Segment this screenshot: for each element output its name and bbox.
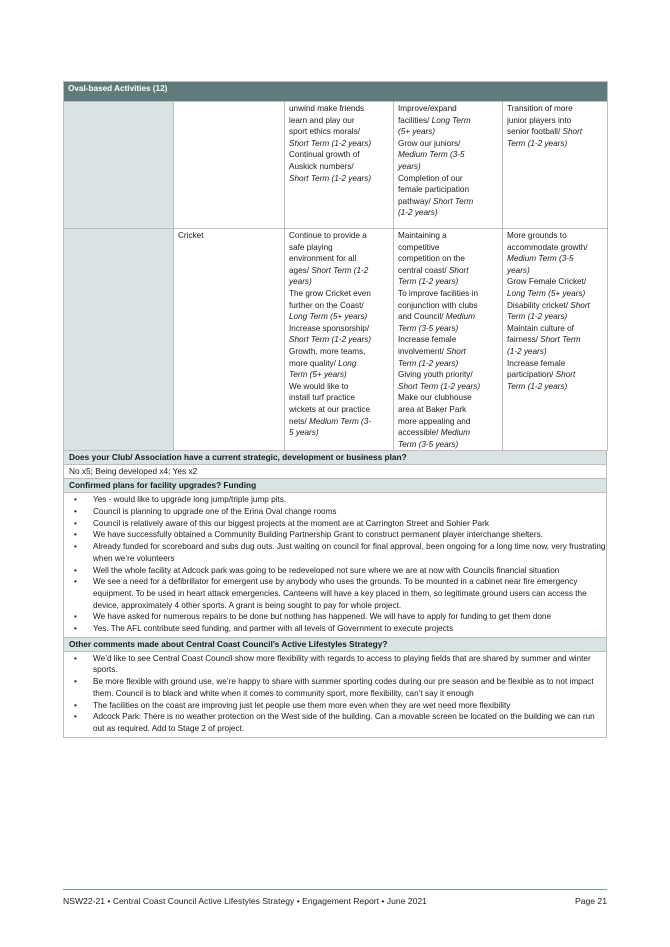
cell-line (507, 334, 603, 346)
cell-line (398, 439, 498, 451)
term-text: Long Term (5+ years) (289, 312, 368, 322)
cell-text: area at Baker Park (398, 404, 467, 414)
term-text: years) (507, 265, 530, 275)
term-text: 5 years) (289, 428, 319, 438)
bullet-icon: • (74, 506, 77, 516)
cell-text: competition on the (398, 254, 465, 264)
table-row (64, 229, 608, 451)
cell-line (507, 276, 603, 288)
cell-text: participation/ (507, 370, 556, 380)
cell-text: Maintaining a (398, 231, 447, 240)
list-item-text: Be more flexible with ground use, we’re happy to share with summer sporting codes during our pre season and be flexible as to not impact them. Council is to black and white when it comes to community sport, more flexibility, can’t say it enough (93, 677, 594, 698)
cell-line (398, 242, 498, 254)
cell-line (398, 138, 498, 150)
cell-text: accommodate growth/ (507, 242, 588, 252)
term-text: Short (555, 370, 576, 380)
bullet-icon: • (74, 612, 77, 622)
cell-text: wickets at our practice (289, 404, 370, 414)
cell-line (507, 126, 603, 138)
list-item-text: We see a need for a defibrillator for emergent use by anybody who uses the grounds. To be mounted in a cabinet near fire emergency equipment. To be used in heart attack emergencies. Canteens will have a key placed in them, so legitimate ground users can access the device, approximately 4 other sports. A grant is being sought to pay for whole project. (93, 577, 587, 610)
bullet-icon: • (74, 565, 77, 575)
bullet-icon: • (74, 495, 77, 505)
list-item-text: Yes - would like to upgrade long jump/triple jump pits. (93, 495, 287, 505)
cell-text: Disability cricket/ (507, 300, 571, 310)
cell-line (289, 369, 389, 381)
cell-line (289, 323, 389, 335)
cell-line (507, 381, 603, 393)
cell-text: Grow our juniors/ (398, 138, 461, 148)
term-text: (1-2 years) (507, 346, 547, 356)
cell-line (289, 392, 389, 404)
cell-line (289, 311, 389, 323)
bullet-icon: • (74, 700, 77, 710)
cell-line (507, 265, 603, 277)
cell-text: female participation (398, 185, 469, 195)
oval-activities-table (63, 81, 608, 451)
list-item-text: We’d like to see Central Coast Council show more flexibility with regards to access to playing fields that are shared by summer and winter sports. (93, 653, 591, 675)
cell-text: Continual growth of (289, 150, 360, 160)
list-item (64, 711, 606, 734)
cell-line (289, 253, 389, 265)
cell-line (289, 416, 389, 428)
cell-line (289, 161, 389, 173)
cell-line (398, 173, 498, 185)
cell-text: accessible/ (398, 428, 441, 438)
facility-upgrades-list (64, 494, 606, 634)
term-text: Medium Term (3-5 (398, 150, 465, 160)
cell-text: Grow Female Cricket/ (507, 277, 587, 287)
cell-line (507, 230, 603, 242)
cell-text: fairness/ (507, 335, 541, 345)
cell-line (289, 173, 389, 185)
list-item-text: Adcock Park: There is no weather protection on the West side of the building. Can a movable screen be located on the building we can run out as required. Add to Stage 2 of project. (93, 712, 595, 733)
term-text: Medium Term (3-5 (507, 254, 574, 264)
term-text: Medium Term (3- (309, 416, 372, 426)
cell-text: Increase sponsorship/ (289, 323, 370, 333)
cell-line (289, 103, 389, 115)
list-item (64, 611, 606, 623)
cell-line (398, 404, 498, 416)
cell-line (398, 103, 498, 115)
page-footer (63, 889, 607, 906)
list-item (64, 700, 606, 712)
cell-text: junior players into (507, 115, 572, 125)
list-item (64, 518, 606, 530)
long-term-cell (503, 229, 608, 451)
cell-text: Make our clubhouse (398, 393, 472, 403)
cell-line (398, 207, 498, 219)
list-item (64, 676, 606, 699)
term-text: Long Term (5+ years) (507, 288, 586, 298)
cell-text: Increase female (507, 358, 566, 368)
list-item (64, 494, 606, 506)
cell-line (289, 265, 389, 277)
cell-line (289, 427, 389, 439)
cell-line (289, 334, 389, 346)
term-text: (5+ years) (398, 127, 436, 137)
table-row (64, 102, 608, 229)
cell-text: We would like to (289, 381, 349, 391)
cell-line (398, 323, 498, 335)
cell-text: Increase female (398, 335, 457, 345)
cell-line (289, 230, 389, 242)
other-comments-list-box (63, 652, 607, 738)
cell-text: Auskick numbers/ (289, 161, 354, 171)
sport-cell: Cricket (174, 229, 285, 451)
cell-line (398, 126, 498, 138)
cell-line (507, 346, 603, 358)
cell-line (398, 300, 498, 312)
cell-line (289, 358, 389, 370)
cell-text: pathway/ (398, 196, 434, 206)
term-text: Term (1-2 years) (507, 312, 568, 322)
list-item-text: The facilities on the coast are improving just let people use them more even when they are wet need more flexibility (93, 700, 511, 710)
strategic-plan-question: Does your Club/ Association have a current strategic, development or business plan? (63, 451, 607, 465)
cell-line (289, 242, 389, 254)
cell-text: further on the Coast/ (289, 300, 364, 310)
cell-line (398, 149, 498, 161)
term-text: Medium (440, 428, 470, 438)
term-text: (1-2 years) (398, 208, 438, 218)
list-item (64, 623, 606, 635)
cell-line (507, 323, 603, 335)
term-text: Term (1-2 years) (398, 358, 459, 368)
cell-line (507, 103, 603, 115)
term-text: Short Term (433, 196, 474, 206)
cell-line (398, 311, 498, 323)
cell-text: conjunction with clubs (398, 300, 478, 310)
cell-text: more quality/ (289, 358, 339, 368)
list-item-text: Council is relatively aware of this our biggest projects at the moment are at Carrington Street and Sohier Park (93, 518, 489, 528)
list-item (64, 653, 606, 676)
term-text: Term (3-5 years) (398, 323, 459, 333)
cell-text: competitive (398, 242, 440, 252)
term-text: Short Term (540, 335, 581, 345)
term-text: Short Term (1-2 years) (289, 173, 372, 183)
bullet-icon: • (74, 530, 77, 540)
bullet-icon: • (74, 653, 77, 663)
term-text: Short (448, 265, 469, 275)
cell-text: unwind make friends (289, 104, 365, 113)
cell-text: nets/ (289, 416, 310, 426)
cell-text: involvement/ (398, 346, 447, 356)
cell-text: Transition of more (507, 104, 573, 113)
cell-line (398, 115, 498, 127)
cell-line (289, 126, 389, 138)
bullet-icon: • (74, 712, 77, 722)
cell-text: More grounds to (507, 231, 567, 240)
long-term-cell (503, 102, 608, 229)
term-text: years) (398, 161, 421, 171)
cell-text: central coast/ (398, 265, 449, 275)
term-text: Short (570, 300, 590, 310)
cell-line (507, 358, 603, 370)
cell-text: Giving youth priority/ (398, 370, 473, 380)
footer-text: NSW22-21 • Central Coast Council Active Lifestyles Strategy • Engagement Report • June 2021 (63, 896, 427, 906)
medium-term-cell (394, 229, 503, 451)
short-term-cell (285, 102, 394, 229)
list-item (64, 541, 606, 564)
category-cell (64, 102, 174, 229)
term-text: Short Term (1-2 years) (289, 138, 372, 148)
page-content (63, 81, 607, 738)
term-text: Short Term (1-2 years) (289, 335, 372, 345)
bullet-icon: • (74, 518, 77, 528)
cell-line (507, 311, 603, 323)
cell-line (507, 369, 603, 381)
term-text: Medium (445, 312, 475, 322)
cell-line (398, 358, 498, 370)
bullet-icon: • (74, 577, 77, 587)
cell-line (289, 404, 389, 416)
other-comments-heading: Other comments made about Central Coast Council’s Active Lifestyles Strategy? (63, 638, 607, 652)
cell-line (398, 392, 498, 404)
cell-text: ages/ (289, 265, 312, 275)
cell-text: senior football/ (507, 127, 563, 137)
other-comments-list (64, 653, 606, 735)
term-text: Short (446, 346, 466, 356)
cell-text: Growth, more teams, (289, 346, 366, 356)
cell-line (289, 381, 389, 393)
cell-line (398, 427, 498, 439)
bullet-icon: • (74, 677, 77, 687)
cell-line (398, 288, 498, 300)
bullet-icon: • (74, 624, 77, 634)
cell-line (289, 115, 389, 127)
cell-line (289, 288, 389, 300)
term-text: Term (1-2 years) (507, 381, 568, 391)
cell-line (507, 115, 603, 127)
term-text: Long Term (431, 115, 471, 125)
cell-text: safe playing (289, 242, 333, 252)
cell-text: Maintain culture of (507, 323, 574, 333)
cell-text: Continue to provide a (289, 231, 367, 240)
cell-line (398, 369, 498, 381)
list-item (64, 506, 606, 518)
cell-line (507, 288, 603, 300)
cell-line (289, 300, 389, 312)
cell-line (398, 196, 498, 208)
cell-text: facilities/ (398, 115, 432, 125)
list-item-text: Already funded for scoreboard and subs dug outs. Just waiting on council for final approval, been ongoing for a long time now, very frustrating when we’re volunteers (93, 542, 606, 563)
list-item-text: We have successfully obtained a Community Building Partnership Grant to construct permanent player interchange shelters. (93, 530, 543, 540)
cell-line (507, 242, 603, 254)
cell-text: To improve facilities in (398, 288, 479, 298)
cell-line (507, 138, 603, 150)
cell-line (398, 346, 498, 358)
table-header: Oval-based Activities (12) (64, 82, 608, 102)
cell-text: sport ethics morals/ (289, 127, 360, 137)
cell-line (398, 381, 498, 393)
term-text: Short Term (1-2 years) (398, 381, 481, 391)
bullet-icon: • (74, 542, 77, 552)
term-text: Term (5+ years) (289, 370, 347, 380)
cell-line (289, 346, 389, 358)
cell-line (398, 416, 498, 428)
term-text: Long (338, 358, 357, 368)
cell-text: learn and play our (289, 115, 355, 125)
cell-text: The grow Cricket even (289, 288, 371, 298)
sport-cell (174, 102, 285, 229)
term-text: Term (1-2 years) (507, 138, 568, 148)
medium-term-cell (394, 102, 503, 229)
category-cell (64, 229, 174, 451)
term-text: Short Term (1-2 (311, 265, 369, 275)
term-text: Term (3-5 years) (398, 439, 459, 449)
cell-line (507, 300, 603, 312)
cell-text: more appealing and (398, 416, 471, 426)
list-item-text: We have asked for numerous repairs to be done but nothing has happened. We will have to apply for funding to get them done (93, 612, 552, 622)
cell-line (398, 276, 498, 288)
term-text: Term (1-2 years) (398, 277, 459, 287)
cell-line (398, 161, 498, 173)
cell-line (398, 265, 498, 277)
facility-upgrades-list-box (63, 493, 607, 637)
list-item-text: Yes. The AFL contribute seed funding, and partner with all levels of Government to execute projects (93, 624, 454, 634)
list-item (64, 529, 606, 541)
cell-line (398, 334, 498, 346)
cell-text: install turf practice (289, 393, 355, 403)
cell-line (289, 149, 389, 161)
short-term-cell (285, 229, 394, 451)
list-item (64, 576, 606, 611)
cell-line (398, 253, 498, 265)
cell-line (398, 230, 498, 242)
strategic-plan-answer: No x5; Being developed x4; Yes x2 (63, 465, 607, 479)
facility-upgrades-heading: Confirmed plans for facility upgrades? Funding (63, 479, 607, 493)
list-item (64, 565, 606, 577)
cell-line (289, 276, 389, 288)
cell-line (289, 138, 389, 150)
page-number: Page 21 (574, 896, 607, 906)
list-item-text: Council is planning to upgrade one of the Erina Oval change rooms (93, 506, 337, 516)
term-text: Short (562, 127, 583, 137)
list-item-text: Well the whole facility at Adcock park was going to be redeveloped not sure where we are at now with Councils financial situation (93, 565, 560, 575)
cell-line (398, 184, 498, 196)
term-text: years) (289, 277, 312, 287)
cell-line (507, 253, 603, 265)
cell-text: environment for all (289, 254, 357, 264)
cell-text: Completion of our (398, 173, 463, 183)
cell-text: Improve/expand (398, 104, 457, 113)
cell-text: and Council/ (398, 312, 446, 322)
